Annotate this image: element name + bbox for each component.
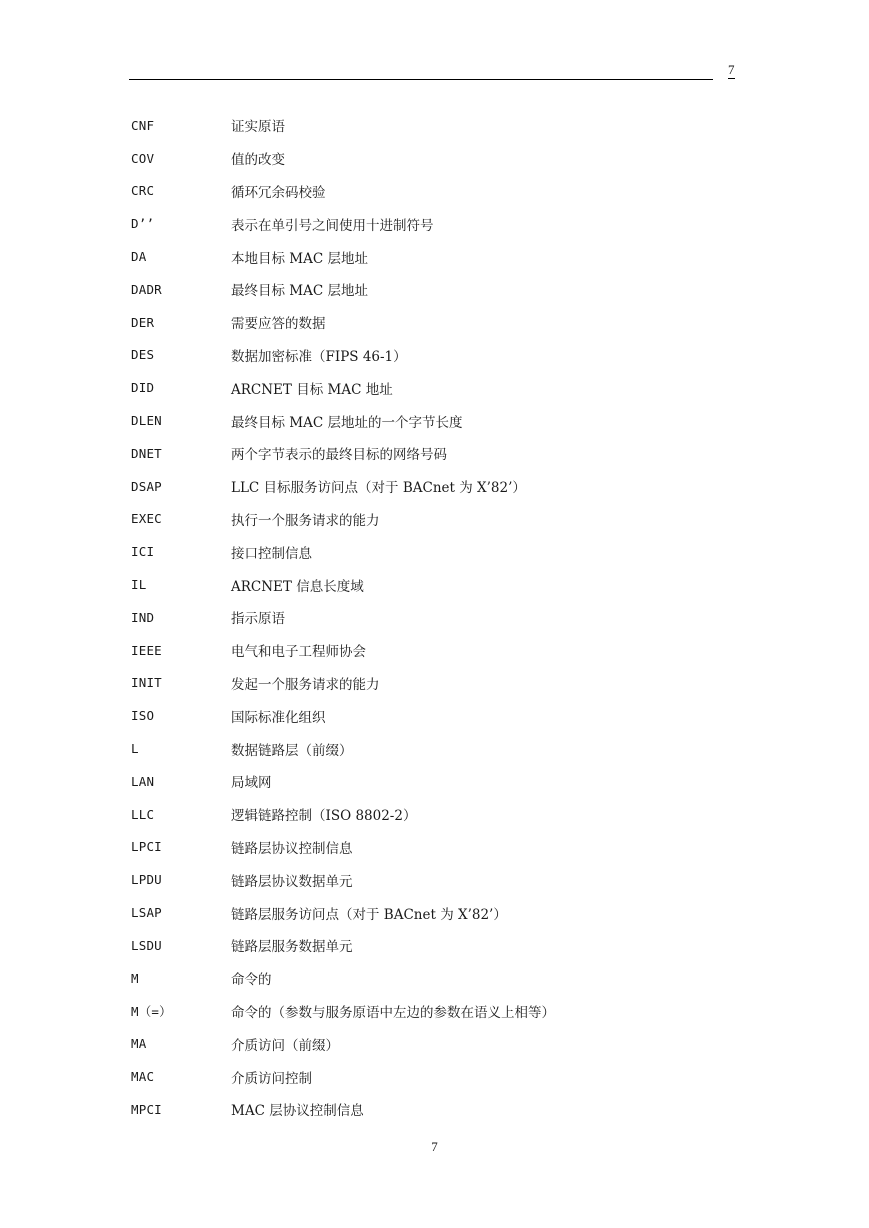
abbreviation-row: [131, 470, 751, 503]
abbreviation-row: [131, 109, 751, 142]
abbreviation-term: M: [131, 970, 139, 986]
abbreviation-term: COV: [131, 150, 155, 166]
abbreviation-row: [131, 339, 751, 372]
abbreviation-row: [131, 404, 751, 437]
abbreviation-definition: 局域网: [231, 775, 272, 792]
abbreviation-term: EXEC: [131, 511, 162, 527]
abbreviation-term: LSAP: [131, 905, 162, 921]
abbreviation-row: [131, 306, 751, 339]
abbreviation-definition: LLC 目标服务访问点（对于 BACnet 为 X’82’）: [231, 480, 526, 497]
abbreviation-definition: 接口控制信息: [231, 545, 312, 562]
abbreviation-definition: 最终目标 MAC 层地址的一个字节长度: [231, 414, 463, 431]
abbreviation-row: [131, 535, 751, 568]
abbreviation-term: LAN: [131, 773, 155, 789]
abbreviation-row: [131, 1027, 751, 1060]
abbreviation-definition: 逻辑链路控制（ISO 8802-2）: [231, 808, 417, 825]
abbreviation-row: [131, 896, 751, 929]
abbreviation-term: DNET: [131, 445, 162, 461]
abbreviation-definition: 值的改变: [231, 152, 285, 169]
abbreviation-definition: 发起一个服务请求的能力: [231, 676, 380, 693]
abbreviation-list: [131, 109, 751, 1126]
abbreviation-term: LSDU: [131, 937, 162, 953]
abbreviation-definition: 最终目标 MAC 层地址: [231, 283, 368, 300]
abbreviation-row: [131, 798, 751, 831]
abbreviation-term: DES: [131, 347, 155, 363]
abbreviation-row: [131, 667, 751, 700]
abbreviation-term: DER: [131, 314, 155, 330]
abbreviation-row: [131, 765, 751, 798]
abbreviation-term: CNF: [131, 117, 155, 133]
abbreviation-term: LLC: [131, 806, 155, 822]
abbreviation-row: [131, 962, 751, 995]
abbreviation-row: [131, 1093, 751, 1126]
abbreviation-term: IEEE: [131, 642, 162, 658]
abbreviation-row: [131, 831, 751, 864]
abbreviation-row: [131, 437, 751, 470]
abbreviation-definition: 证实原语: [231, 119, 285, 136]
abbreviation-definition: 本地目标 MAC 层地址: [231, 250, 368, 267]
abbreviation-term: DADR: [131, 281, 162, 297]
abbreviation-definition: 国际标准化组织: [231, 709, 326, 726]
header-rule: [129, 79, 713, 80]
abbreviation-definition: 两个字节表示的最终目标的网络号码: [231, 447, 447, 464]
abbreviation-row: [131, 732, 751, 765]
abbreviation-row: [131, 634, 751, 667]
abbreviation-term: DLEN: [131, 413, 162, 429]
abbreviation-row: [131, 371, 751, 404]
abbreviation-term: D’’: [131, 216, 155, 232]
abbreviation-row: [131, 699, 751, 732]
abbreviation-definition: 表示在单引号之间使用十进制符号: [231, 217, 434, 234]
abbreviation-term: ISO: [131, 708, 155, 724]
abbreviation-row: [131, 863, 751, 896]
abbreviation-definition: 链路层协议控制信息: [231, 840, 353, 857]
abbreviation-row: [131, 1060, 751, 1093]
abbreviation-definition: 电气和电子工程师协会: [231, 644, 366, 661]
abbreviation-row: [131, 568, 751, 601]
abbreviation-row: [131, 207, 751, 240]
abbreviation-definition: 执行一个服务请求的能力: [231, 512, 380, 529]
abbreviation-definition: ARCNET 目标 MAC 地址: [231, 381, 393, 398]
abbreviation-definition: 数据链路层（前缀）: [231, 742, 353, 759]
abbreviation-term: LPDU: [131, 872, 162, 888]
abbreviation-definition: 链路层服务数据单元: [231, 939, 353, 956]
abbreviation-row: [131, 601, 751, 634]
abbreviation-definition: ARCNET 信息长度域: [231, 578, 364, 595]
abbreviation-term: INIT: [131, 675, 162, 691]
abbreviation-term: IL: [131, 577, 147, 593]
abbreviation-definition: 数据加密标准（FIPS 46-1）: [231, 348, 407, 365]
abbreviation-row: [131, 929, 751, 962]
abbreviation-row: [131, 503, 751, 536]
abbreviation-row: [131, 995, 751, 1028]
abbreviation-term: DID: [131, 380, 155, 396]
header-page-number: 7: [728, 62, 735, 77]
abbreviation-term: DSAP: [131, 478, 162, 494]
abbreviation-definition: 介质访问（前缀）: [231, 1037, 339, 1054]
abbreviation-row: [131, 273, 751, 306]
abbreviation-term: M（=）: [131, 1003, 172, 1019]
abbreviation-term: MPCI: [131, 1101, 162, 1117]
abbreviation-term: MA: [131, 1036, 147, 1052]
abbreviation-row: [131, 240, 751, 273]
abbreviation-definition: 需要应答的数据: [231, 316, 326, 333]
footer-page-number: 7: [431, 1139, 438, 1154]
abbreviation-term: ICI: [131, 544, 155, 560]
abbreviation-row: [131, 142, 751, 175]
abbreviation-term: IND: [131, 609, 155, 625]
abbreviation-term: DA: [131, 249, 147, 265]
abbreviation-definition: 命令的: [231, 972, 272, 989]
abbreviation-definition: 链路层协议数据单元: [231, 873, 353, 890]
abbreviation-definition: 介质访问控制: [231, 1070, 312, 1087]
abbreviation-row: [131, 175, 751, 208]
abbreviation-term: MAC: [131, 1069, 155, 1084]
abbreviation-definition: 命令的（参数与服务原语中左边的参数在语义上相等）: [231, 1004, 555, 1021]
abbreviation-term: LPCI: [131, 839, 162, 855]
abbreviation-definition: MAC 层协议控制信息: [231, 1103, 364, 1120]
abbreviation-definition: 指示原语: [231, 611, 285, 628]
abbreviation-term: L: [131, 741, 139, 757]
abbreviation-definition: 循环冗余码校验: [231, 184, 326, 201]
abbreviation-term: CRC: [131, 183, 155, 199]
abbreviation-definition: 链路层服务访问点（对于 BACnet 为 X’82’）: [231, 906, 507, 923]
